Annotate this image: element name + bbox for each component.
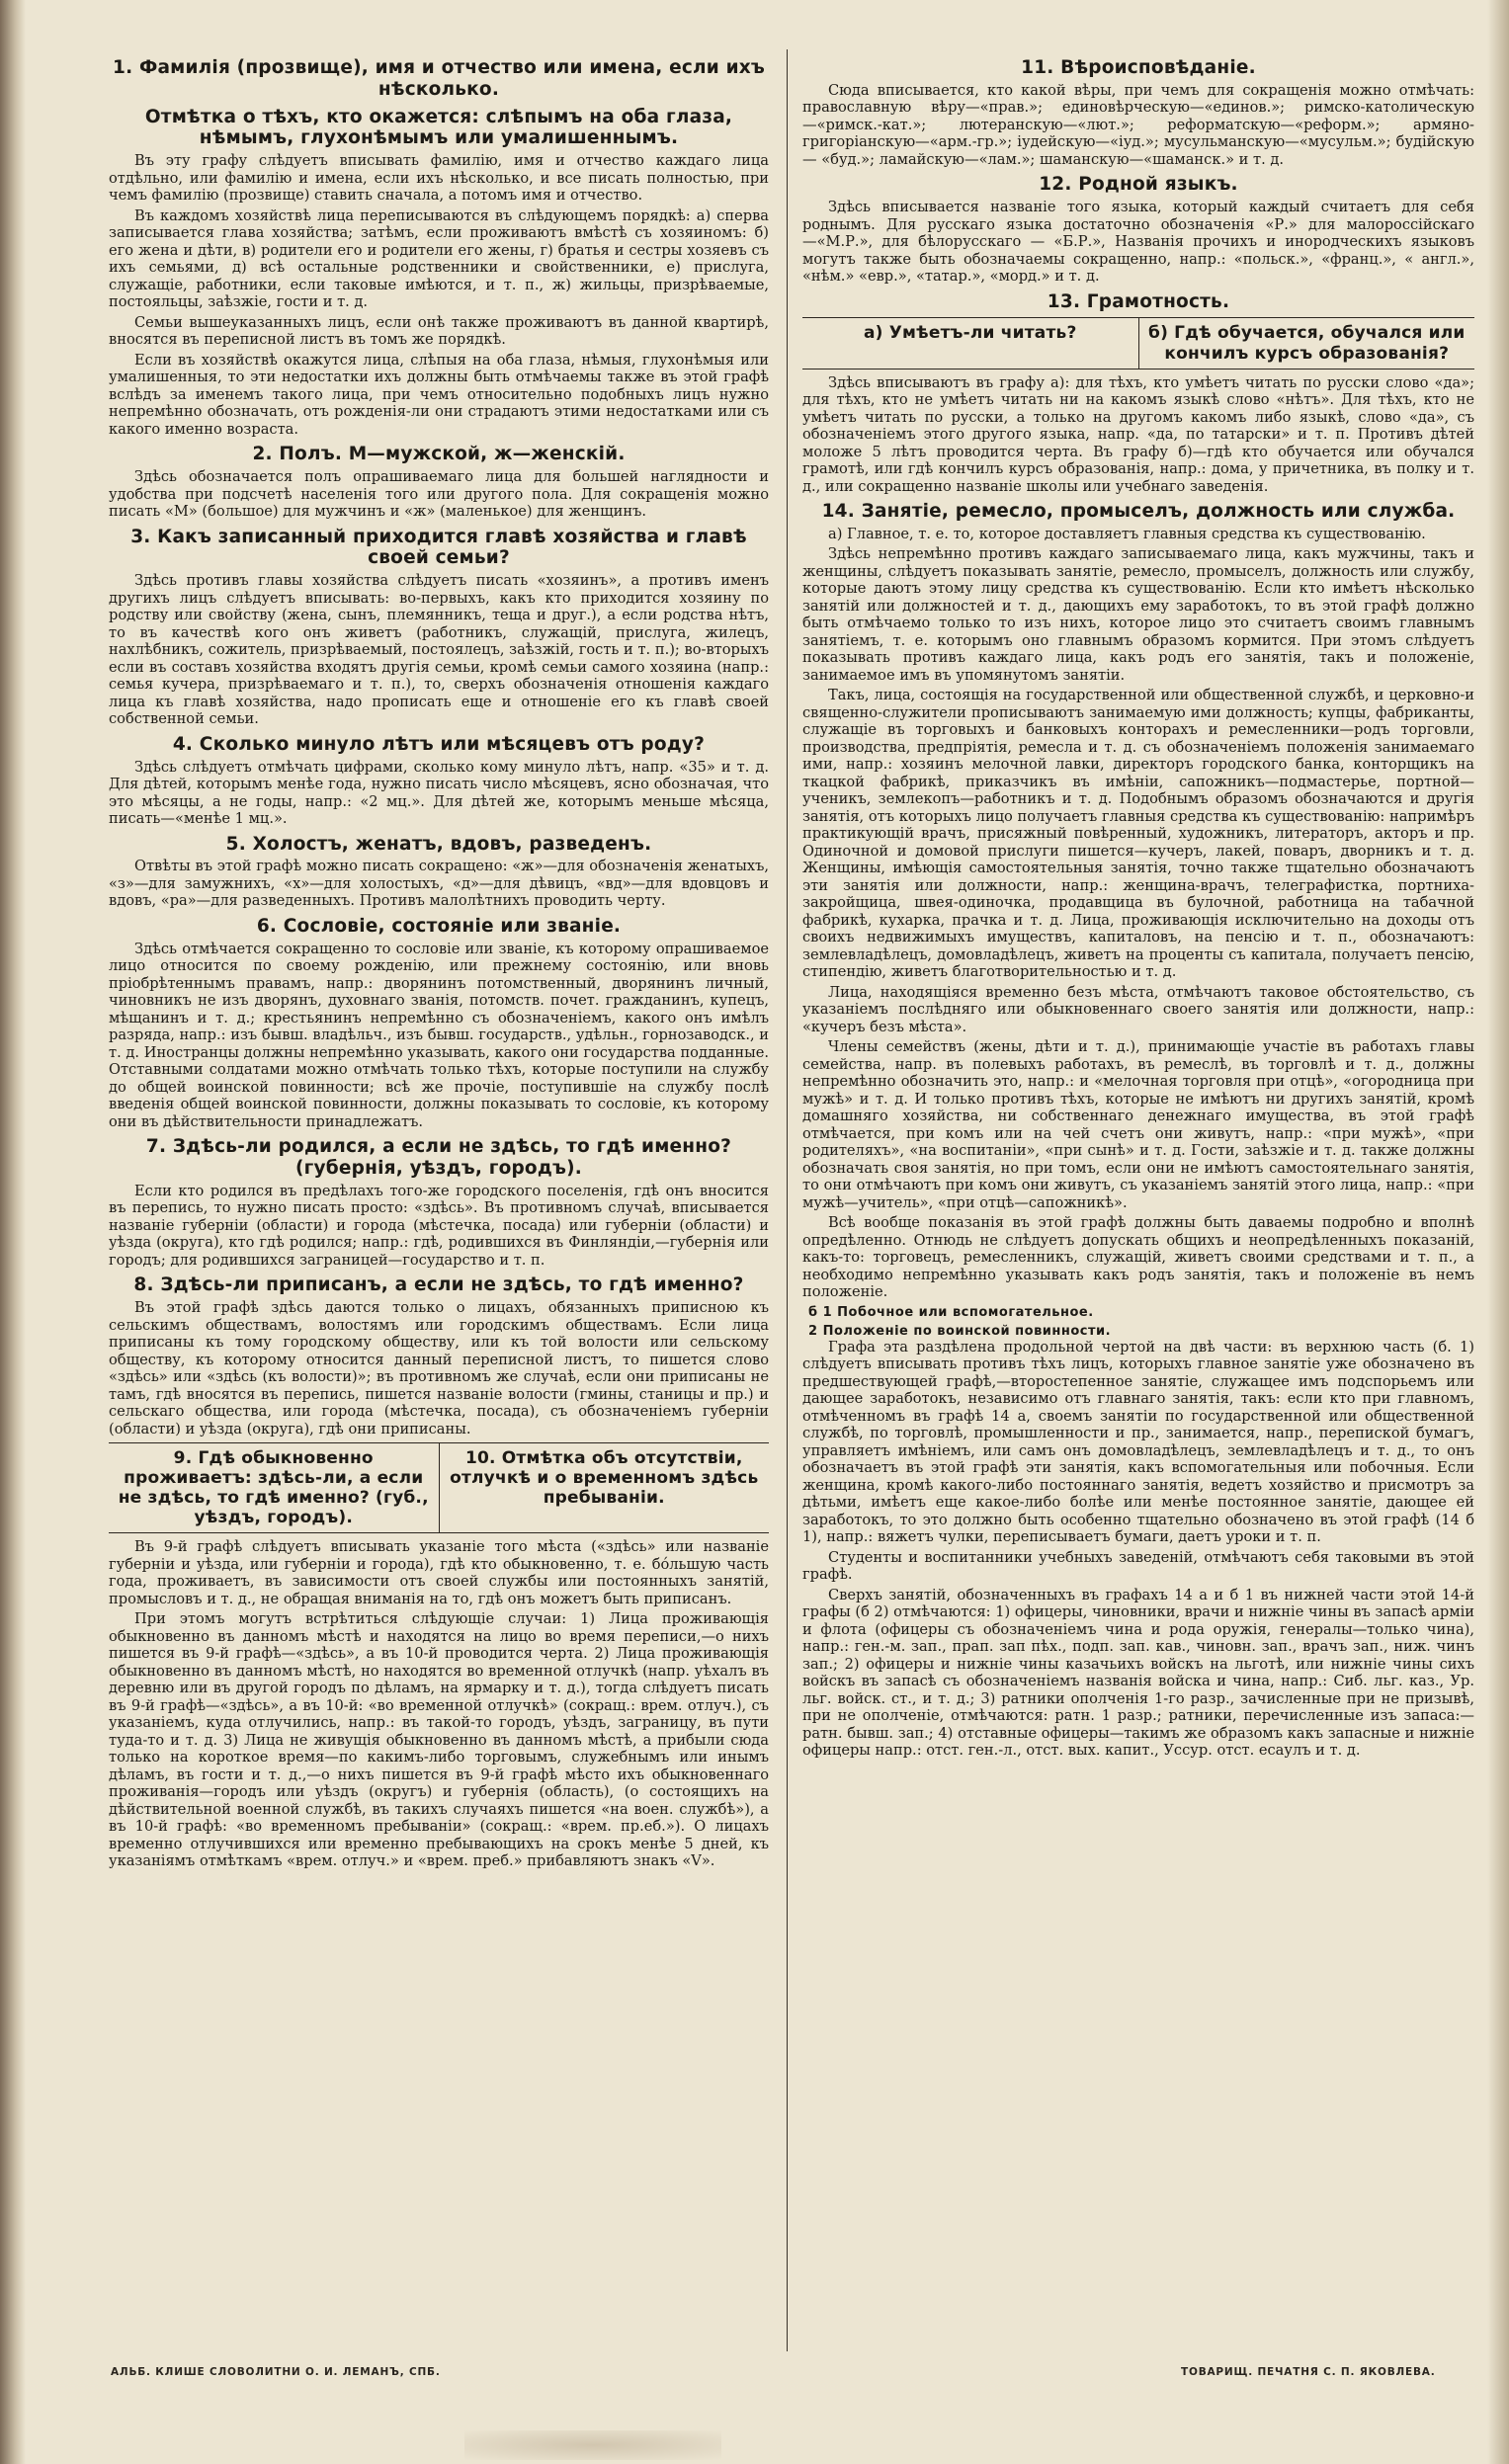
section-heading: 10. Отмѣтка объ отсутствіи, отлучкѣ и о временномъ здѣсь пребываніи. [450, 1448, 759, 1509]
paragraph: Члены семействъ (жены, дѣти и т. д.), принимающіе участіе въ работахъ главы семейства, напр. въ полевыхъ работахъ, въ ремеслѣ, въ торговлѣ и т. д., должны непремѣнно обозначить это, напр.: и «мелочная торговля при отцѣ», «огородница при мужѣ» и т. д. И только противъ тѣхъ, которые не имѣютъ ни другихъ занятій, кромѣ домашняго хозяйства, ни собственнаго денежнаго имущества, въ этой графѣ отмѣчается, при комъ или на чей счетъ они живутъ, напр.: «при мужѣ», «при родителяхъ», «на воспитаніи», «при сынѣ» и т. д. Гости, заѣзжіе и т. д. также должны обозначать своя занятія, но при томъ, если они не имѣютъ самостоятельнаго занятія, то они отмѣчаютъ при комъ они живутъ, съ указаніемъ занятій этого лица, напр.: «при мужѣ—учитель», «при отцѣ—сапожникѣ». [802, 1038, 1474, 1211]
paragraph: Семьи вышеуказанныхъ лицъ, если онѣ также проживаютъ въ данной квартирѣ, вносятся въ переписной листъ въ томъ же порядкѣ. [109, 313, 769, 349]
printer-credit-left: АЛЬБ. КЛИШЕ СЛОВОЛИТНИ О. И. ЛЕМАНЪ, СПБ. [111, 2366, 441, 2378]
paragraph: Всѣ вообще показанія въ этой графѣ должны быть даваемы подробно и вполнѣ опредѣленно. Отнюдь не слѣдуетъ допускать общихъ и неопредѣленныхъ показаній, какъ-то: торговецъ, ремесленникъ, служащій, живетъ своими средствами и т. п., а необходимо непремѣнно указывать какъ родъ занятія, такъ и положеніе въ немъ положеніе. [802, 1214, 1474, 1301]
paragraph: Лица, находящіяся временно безъ мѣста, отмѣчаютъ таковое обстоятельство, съ указаніемъ послѣдняго или обыкновеннаго своего занятія или должности, напр.: «кучеръ безъ мѣста». [802, 983, 1474, 1035]
section-heading: 5. Холостъ, женатъ, вдовъ, разведенъ. [225, 833, 652, 855]
paragraph: Въ этой графѣ здѣсь даются только о лицахъ, обязанныхъ приписною къ сельскимъ обществамъ, волостямъ или городскимъ обществамъ. Если лица приписаны къ тому городскому обществу, или къ той волости или сельскому обществу, къ которому относится данный переписной листъ, то пишется слово «здѣсь» или «здѣсь (къ волости)»; въ противномъ же случаѣ, если они приписаны не тамъ, гдѣ вносятся въ перепись, пишется названіе волости (гмины, станицы и пр.) и сельскаго общества, или города (мѣстечка, посада), съ обозначеніемъ губерніи (области) и уѣзда (округа), гдѣ они приписаны. [109, 1299, 769, 1437]
section-heading: 7. Здѣсь-ли родился, а если не здѣсь, то гдѣ именно? (губернія, уѣздъ, городъ). [145, 1136, 732, 1180]
right-column [802, 51, 1474, 2353]
paragraph: Здѣсь вписываютъ въ графу а): для тѣхъ, кто умѣетъ читать по русски слово «да»; для тѣхъ, кто не умѣетъ читать ни на какомъ языкѣ слово «нѣтъ». Для тѣхъ, кто не умѣетъ читать по русски, а только на другомъ какомъ либо языкѣ, слово «да», съ обозначеніемъ этого другого языка, напр. «да, по татарски» и т. п. Противъ дѣтей моложе 5 лѣтъ проводится черта. Въ графу б)—гдѣ кто обучается или обучался грамотѣ, или гдѣ кончилъ курсъ образованія, напр.: дома, у причетника, въ полку и т. д., или сокращенно названіе школы или учебнаго заведенія. [802, 373, 1474, 495]
paper-stain [464, 2430, 721, 2460]
paragraph: Если кто родился въ предѣлахъ того-же городского поселенія, гдѣ онъ вносится въ перепись, то нужно писать просто: «здѣсь». Въ противномъ случаѣ, вписывается названіе губерніи (области) и города (мѣстечка, посада) или губерніи (области) и уѣзда (округа), кто гдѣ родился; напр.: гдѣ, родившихся въ Финляндіи,—губернія или городъ; для родившихся заграницей—государство и т. п. [109, 1182, 769, 1269]
subheading-line: б 1 Побочное или вспомогательное. [808, 1304, 1094, 1320]
paragraph: Здѣсь вписывается названіе того языка, который каждый считаетъ для себя роднымъ. Для русскаго языка достаточно обозначенія «Р.» для малороссійскаго—«М.Р.», для бѣлорусскаго — «Б.Р.», Названія прочихъ и инородческихъ языковъ могутъ также быть обозначаемы сокращенно, напр.: «польск.», «франц.», « англ.», «нѣм.» «евр.», «татар.», «морд.» и т. д. [802, 199, 1474, 286]
split-heading [109, 1442, 769, 1533]
paragraph: Здѣсь обозначается полъ опрашиваемаго лица для большей наглядности и удобства при подсчетѣ населенія того или другого пола. Для сокращенія можно писать «М» (большое) для мужчинъ и «ж» (маленькое) для женщинъ. [109, 468, 769, 521]
printer-credit-right: ТОВАРИЩ. ПЕЧАТНЯ С. П. ЯКОВЛЕВА. [1181, 2366, 1436, 2378]
paragraph: Сюда вписывается, кто какой вѣры, при чемъ для сокращенія можно отмѣчать: православную вѣру—«прав.»; единовѣрческую—«единов.»; римско-католическую—«римск.-кат.»; лютеранскую—«лют.»; реформатскую—«реформ.»; армяно-григоріанскую—«арм.-гр.»; іудейскую—«іуд.»; мусульманскую—«мусульм.»; будійскую — «буд.»; ламайскую—«лам.»; шаманскую—«шаманск.» и т. д. [802, 81, 1474, 168]
subheading-line: 2 Положеніе по воинской повинности. [808, 1323, 1112, 1339]
section-heading: 9. Гдѣ обыкновенно проживаетъ: здѣсь-ли, а если не здѣсь, то гдѣ именно? (губ., уѣздъ, городъ). [118, 1448, 429, 1528]
paragraph: Въ 9-й графѣ слѣдуетъ вписывать указаніе того мѣста («здѣсь» или названіе губерніи и уѣзда, или губерніи и города), гдѣ кто обыкновенно, т. е. бóльшую часть года, проживаетъ, въ зависимости отъ своей службы или постоянныхъ занятій, промысловъ и т. д., не обращая вниманія на то, гдѣ онъ можетъ быть приписанъ. [109, 1538, 769, 1607]
paragraph: Здѣсь противъ главы хозяйства слѣдуетъ писать «хозяинъ», а противъ именъ другихъ лицъ слѣдуетъ вписывать: во-первыхъ, какъ кто приходится хозяину по родству или свойству (жена, сынъ, племянникъ, теща и друг.), а если родства нѣтъ, то въ качествѣ кого онъ живетъ (работникъ, служащій, прислуга, жилецъ, нахлѣбникъ, сожитель, призрѣваемый, постоялецъ, заѣзжій, гость и т. п.); во-вторыхъ если въ составъ хозяйства входятъ другія семьи, кромѣ семьи самого хозяина (напр.: семья кучера, призрѣваемаго и т. п.), то, сверхъ обозначенія отношенія каждаго лица къ главѣ хозяйства, надо прописать еще и отношеніе его къ главѣ своей собственной семьи. [109, 572, 769, 728]
section-heading: 4. Сколько минуло лѣтъ или мѣсяцевъ отъ роду? [172, 733, 706, 755]
paragraph: Въ эту графу слѣдуетъ вписывать фамилію, имя и отчество каждаго лица отдѣльно, или фамилію и имена, если ихъ нѣсколько, и все писать полностью, при чемъ фамилію (прозвище) ставить сначала, а потомъ имя и отчество. [109, 152, 769, 205]
paragraph: Здѣсь слѣдуетъ отмѣчать цифрами, сколько кому минуло лѣтъ, напр. «35» и т. д. Для дѣтей, которымъ менѣе года, нужно писать число мѣсяцевъ, ясно обозначая, что это мѣсяцы, а не годы, напр.: «2 мц.». Для дѣтей же, которымъ меньше мѣсяца, писать—«менѣе 1 мц.». [109, 758, 769, 828]
section-heading: 14. Занятіе, ремесло, промыселъ, должность или служба. [821, 501, 1456, 523]
left-column [109, 51, 769, 2353]
paragraph: Студенты и воспитанники учебныхъ заведеній, отмѣчаютъ себя таковыми въ этой графѣ. [802, 1548, 1474, 1584]
section-heading: 8. Здѣсь-ли приписанъ, а если не здѣсь, то гдѣ именно? [133, 1274, 744, 1296]
paragraph: Отвѣты въ этой графѣ можно писать сокращено: «ж»—для обозначенія женатыхъ, «з»—для замужнихъ, «х»—для холостыхъ, «д»—для дѣвицъ, «вд»—для вдовцовъ и вдовъ, «ра»—для разведенныхъ. Противъ малолѣтнихъ проводить черту. [109, 858, 769, 910]
section-heading: б) Гдѣ обучается, обучался или кончилъ курсъ образованія? [1148, 323, 1466, 364]
section-heading: 11. Вѣроисповѣданіе. [1021, 57, 1256, 78]
section-heading: Отмѣтка о тѣхъ, кто окажется: слѣпымъ на оба глаза, нѣмымъ, глухонѣмымъ или умалишеннымъ. [144, 106, 733, 149]
paragraph: При этомъ могутъ встрѣтиться слѣдующіе случаи: 1) Лица проживающія обыкновенно въ данномъ мѣстѣ и находятся на лицо во время переписи,—о нихъ пишется въ 9-й графѣ—«здѣсь», а въ 10-й проводится черта. 2) Лица проживающія обыкновенно въ данномъ мѣстѣ, но находятся во временной отлучкѣ (напр. уѣхалъ въ деревню или въ другой городъ по дѣламъ, на ярмарку и т. д.), тогда слѣдуетъ писать въ 9-й графѣ—«здѣсь», а въ 10-й: «во временной отлучкѣ» (сокращ.: врем. отлуч.), съ указаніемъ, куда отлучились, напр.: въ такой-то городъ, уѣздъ, заграницу, въ пути туда-то и т. д. 3) Лица не живущія обыкновенно въ данномъ мѣстѣ, а прибыли сюда только на короткое время—по какимъ-либо торговымъ, служебнымъ или инымъ дѣламъ, въ гости и т. д.,—о нихъ пишется въ 9-й графѣ мѣсто ихъ обыкновеннаго проживанія—городъ или уѣздъ (округъ) и губернія (область), (о состоящихъ на дѣйствительной военной службѣ, въ такихъ случаяхъ пишется «на воен. службѣ»), а въ 10-й графѣ: «во временномъ пребываніи» (сокращ.: «врем. пр.еб.»). О лицахъ временно отлучившихся или временно пребывающихъ на срокъ менѣе 5 дней, къ указаніямъ отмѣткамъ «врем. отлуч.» и «врем. преб.» прибавляютъ знакъ «V». [109, 1610, 769, 1870]
split-heading-left [802, 318, 1138, 368]
section-heading: 12. Родной языкъ. [1039, 174, 1238, 196]
section-heading: 1. Фамилія (прозвище), имя и отчество или имена, если ихъ нѣсколько. [113, 57, 765, 100]
column-divider [787, 49, 788, 2351]
section-heading: 13. Грамотность. [1047, 290, 1230, 312]
split-heading-left [109, 1443, 439, 1532]
paragraph: Графа эта раздѣлена продольной чертой на двѣ части: въ верхнюю часть (б. 1) слѣдуетъ вписывать противъ тѣхъ лицъ, которыхъ главное занятіе уже обозначено въ предшествующей графѣ,—второстепенное занятіе, служащее имъ подспорьемъ или дающее заработокъ, независимо отъ главнаго занятія, такъ: если кто при главномъ, отмѣченномъ въ графѣ 14 а, своемъ занятіи по государственной или общественной службѣ, по торговлѣ, промышленности и пр., занимается, напр., перепиской бумагъ, управляетъ имѣніемъ, или самъ онъ домовладѣлецъ, землевладѣлецъ и т. д., то онъ обозначаетъ въ этой графѣ эти занятія, какъ вспомогательныя или побочныя. Если женщина, кромѣ какого-либо постояннаго занятія, ведетъ хозяйство и присмотръ за дѣтьми, имѣетъ еще какое-либо болѣе или менѣе постоянное занятіе, дающее ей заработокъ, то это должно быть особенно тщательно обозначено въ этой графѣ (14 б 1), напр.: вяжетъ чулки, переписываетъ бумаги, даетъ уроки и т. п. [802, 1338, 1474, 1546]
paragraph: Если въ хозяйствѣ окажутся лица, слѣпыя на оба глаза, нѣмыя, глухонѣмыя или умалишенныя, то эти недостатки ихъ должны быть отмѣчаемы также въ этой графѣ вслѣдъ за именемъ такого лица, при чемъ относительно подобныхъ лицъ нужно непремѣнно обозначать, отъ рожденія-ли они страдаютъ этими недостатками или съ какого именно возраста. [109, 351, 769, 438]
split-heading-right [439, 1443, 770, 1532]
paragraph: а) Главное, т. е. то, которое доставляетъ главныя средства къ существованію. [828, 525, 1426, 542]
paragraph: Такъ, лица, состоящія на государственной или общественной службѣ, и церковно-и священно-служители прописываютъ занимаемую ими должность; купцы, фабриканты, служащіе въ торговыхъ и банковыхъ конторахъ и ремесленники—родъ торговли, производства, предпріятія, ремесла и т. д. съ обозначеніемъ положенія занимаемаго ими, напр.: хозяинъ мелочной лавки, директоръ городского банка, конторщикъ на ткацкой фабрикѣ, приказчикъ въ имѣніи, сапожникъ—подмастерье, портной—ученикъ, землекопъ—работникъ и т. д. Подобнымъ образомъ обозначаются и другія занятія, отъ которыхъ лицо получаетъ главныя средства къ существованію: напримѣръ практикующій врачъ, присяжный повѣренный, художникъ, литераторъ, акторъ и пр. Одиночной и домовой прислуги пишется—кучеръ, лакей, поваръ, дворникъ и т. д. Женщины, имѣющія самостоятельныя занятія, точно также тщательно обозначаютъ эти занятія или должности, напр.: женщина-врачъ, телеграфистка, портниха-закройщица, швея-одиночка, продавщица въ булочной, работница на табачной фабрикѣ, кухарка, прачка и т. д. Лица, проживающія исключительно на доходы отъ своихъ недвижимыхъ имуществъ, капиталовъ, на пенсію и т. п., обозначаютъ: землевладѣлецъ, домовладѣлецъ, живетъ на проценты съ капитала, получаетъ пенсію, стипендію, живетъ благотворительностью и т. д. [802, 687, 1474, 981]
paragraph: Въ каждомъ хозяйствѣ лица переписываются въ слѣдующемъ порядкѣ: а) сперва записывается глава хозяйства; затѣмъ, если проживаютъ вмѣстѣ съ хозяиномъ: б) его жена и дѣти, в) родители его и родители его жены, г) братья и сестры хозяевъ съ ихъ семьями, д) всѣ остальные родственники и свойственники, е) прислуга, служащіе, работники, если таковые имѣются, и т. п., ж) жильцы, призрѣваемые, постояльцы, заѣзжіе, гости и т. д. [109, 206, 769, 311]
section-heading: 6. Сословіе, состояніе или званіе. [256, 915, 622, 937]
section-heading: 2. Полъ. М—мужской, ж—женскій. [252, 444, 626, 465]
split-heading [802, 317, 1474, 369]
section-heading: а) Умѣетъ-ли читать? [863, 323, 1077, 344]
section-heading: 3. Какъ записанный приходится главѣ хозяйства и главѣ своей семьи? [130, 526, 747, 569]
paragraph: Здѣсь непремѣнно противъ каждаго записываемаго лица, какъ мужчины, такъ и женщины, слѣдуетъ показывать занятіе, ремесло, промыселъ, должность или службу, которые даютъ этому лицу средства къ существованію. Если кто имѣетъ нѣсколько занятій или должностей и т. д., дающихъ ему заработокъ, то въ этой графѣ должно быть отмѣчаемо только то изъ нихъ, которое лицо это считаетъ своимъ главнымъ занятіемъ, т. е. которымъ оно главнымъ образомъ кормится. При этомъ слѣдуетъ показывать противъ каждаго лица, какъ родъ его занятія, такъ и положеніе, занимаемое имъ въ упомянутомъ занятіи. [802, 545, 1474, 684]
paragraph: Сверхъ занятій, обозначенныхъ въ графахъ 14 а и б 1 въ нижней части этой 14-й графы (б 2) отмѣчаются: 1) офицеры, чиновники, врачи и нижніе чины въ запасѣ арміи и флота (офицеры съ обозначеніемъ чина и рода оружія, генералы—только чина), напр.: ген.-м. зап., прап. зап пѣх., подп. зап. кав., чиновн. зап., врачъ зап., ниж. чинъ зап.; 2) офицеры и нижніе чины казачьихъ войскъ на льготѣ, или нижніе чины сихъ войскъ въ запасѣ съ обозначеніемъ названія войска и чина, напр.: Сиб. льг. каз., Ур. льг. войск. ст., и т. д.; 3) ратники ополченія 1-го разр., зачисленные при не призывѣ, при не ополченіе, отмѣчаются: ратн. 1 разр.; ратники, перечисленные изъ запаса:—ратн. бывш. зап.; 4) отставные офицеры—такимъ же образомъ какъ запасные и нижніе офицеры напр.: отст. ген.-л., отст. вых. капит., Уссур. отст. есаулъ и т. д. [802, 1586, 1474, 1760]
split-heading-right [1138, 318, 1475, 368]
paragraph: Здѣсь отмѣчается сокращенно то сословіе или званіе, къ которому опрашиваемое лицо относится по своему рожденію, или прежнему состоянію, или вновь пріобрѣтеннымъ правамъ, напр.: дворянинъ потомственный, дворянинъ личный, чиновникъ не изъ дворянъ, духовнаго званія, потомств. почет. гражданинъ, купецъ, мѣщанинъ и т. д.; крестьянинъ непремѣнно съ обозначеніемъ, какого онъ имѣлъ разряда, напр.: изъ бывш. владѣльч., изъ бывш. государств., удѣльн., горнозаводск., и т. д. Иностранцы должны непремѣнно указывать, какого они государства подданные. Отставными солдатами можно отмѣчать только тѣхъ, которые поступили на службу до общей воинской повинности; всѣ же прочіе, поступившіе на службу послѣ введенія общей воинской повинности, должны показывать то сословіе, къ которому они въ дѣйствительности принадлежатъ. [109, 940, 769, 1130]
